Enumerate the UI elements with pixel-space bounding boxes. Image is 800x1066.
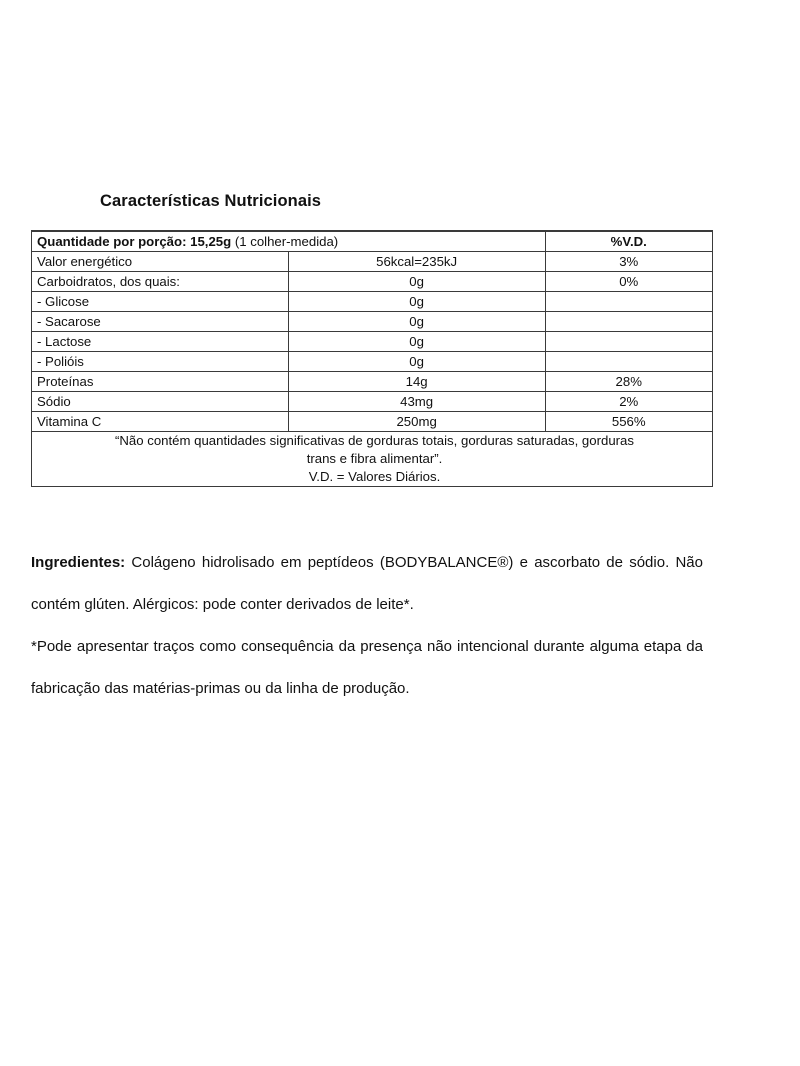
dv-header-cell: %V.D. (545, 231, 713, 252)
table-row (32, 252, 713, 272)
page-title: Características Nutricionais (100, 192, 322, 210)
nutrient-name: - Sacarose (32, 312, 289, 332)
nutrient-name: - Polióis (32, 352, 289, 372)
nutrient-name: - Lactose (32, 332, 289, 352)
table-header-row (32, 231, 713, 252)
table-footnote-cell (32, 432, 713, 487)
footnote-line-2: trans e fibra alimentar”. (306, 451, 443, 466)
table-row (32, 292, 713, 312)
nutrient-dv (545, 352, 713, 372)
nutrient-value: 56kcal=235kJ (288, 252, 545, 272)
ingredients-label: Ingredientes: (31, 554, 126, 571)
nutrient-name: - Glicose (32, 292, 289, 312)
nutrient-dv (545, 312, 713, 332)
nutrient-dv: 0% (545, 272, 713, 292)
traces-disclaimer-paragraph (31, 626, 703, 710)
nutrient-dv: 28% (545, 372, 713, 392)
serving-size-bold: Quantidade por porção: 15,25g (37, 233, 232, 249)
table-row (32, 372, 713, 392)
table-row (32, 272, 713, 292)
nutrient-dv (545, 332, 713, 352)
nutrient-name: Carboidratos, dos quais: (32, 272, 289, 292)
nutrition-table-body (32, 231, 713, 487)
footnote-line-1: “Não contém quantidades significativas de gorduras totais, gorduras saturadas, gorduras (114, 433, 634, 448)
serving-size-cell (32, 231, 546, 252)
nutrient-value: 0g (288, 292, 545, 312)
nutrient-value: 0g (288, 312, 545, 332)
table-row (32, 392, 713, 412)
nutrient-name: Vitamina C (32, 412, 289, 432)
footnote-line-3: V.D. = Valores Diários. (308, 469, 441, 484)
ingredients-paragraph (31, 542, 703, 626)
nutrient-value: 0g (288, 352, 545, 372)
nutrient-value: 0g (288, 332, 545, 352)
table-footnote-row (32, 432, 713, 487)
table-row (32, 352, 713, 372)
nutrient-dv: 556% (545, 412, 713, 432)
nutrient-value: 0g (288, 272, 545, 292)
table-row (32, 412, 713, 432)
serving-size-note: (1 colher-medida) (231, 233, 339, 249)
nutrient-value: 250mg (288, 412, 545, 432)
traces-text: *Pode apresentar traços como consequência da presença não intencional durante alguma etapa da fabricação das matérias-primas ou da linha de produção. (31, 638, 703, 697)
nutrient-name: Valor energético (32, 252, 289, 272)
nutrient-dv: 2% (545, 392, 713, 412)
nutrient-name: Proteínas (32, 372, 289, 392)
nutrient-value: 14g (288, 372, 545, 392)
table-row (32, 312, 713, 332)
table-row (32, 332, 713, 352)
nutrient-name: Sódio (32, 392, 289, 412)
nutrient-value: 43mg (288, 392, 545, 412)
nutrient-dv (545, 292, 713, 312)
nutrient-dv: 3% (545, 252, 713, 272)
ingredients-text: Colágeno hidrolisado em peptídeos (BODYBALANCE®) e ascorbato de sódio. Não contém glúten. Alérgicos: pode conter derivados de leite*. (31, 554, 703, 613)
nutrition-facts-table (31, 230, 713, 487)
